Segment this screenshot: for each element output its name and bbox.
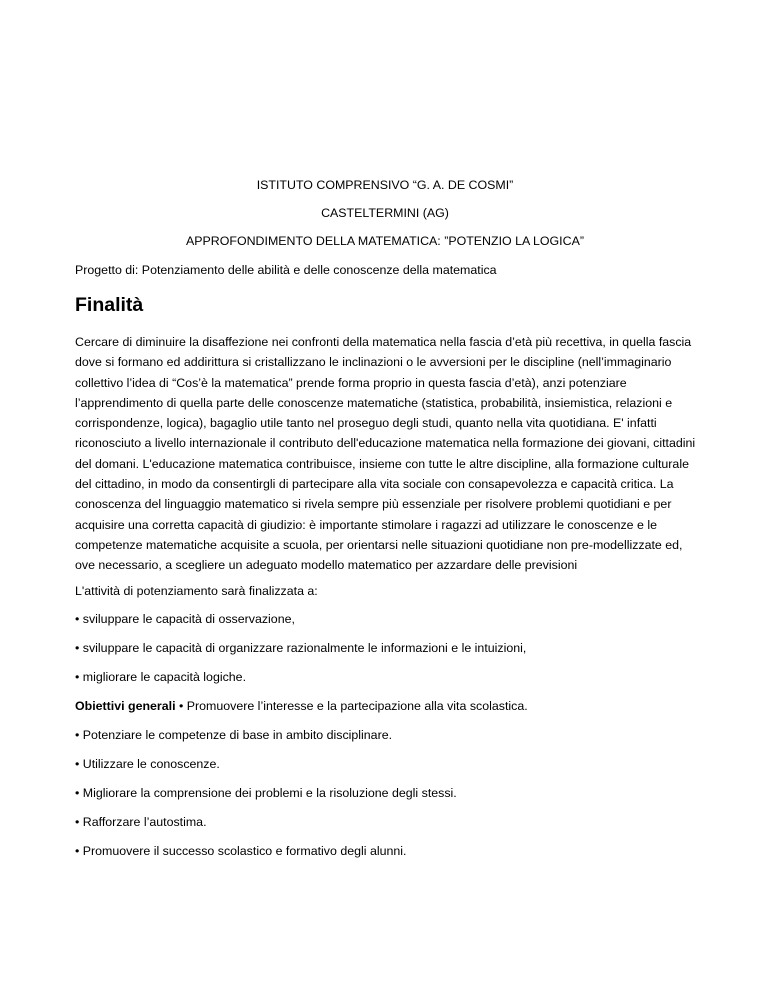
objective-item: • Promuovere l’interesse e la partecipazione alla vita scolastica. <box>175 699 528 713</box>
objective-item: • Migliorare la comprensione dei problemi e la risoluzione degli stessi. <box>75 786 457 800</box>
aim-item: • sviluppare le capacità di osservazione, <box>75 612 295 626</box>
school-name: ISTITUTO COMPRENSIVO “G. A. DE COSMI” <box>256 178 514 192</box>
body-paragraph: Cercare di diminuire la disaffezione nei confronti della matematica nella fascia d’età più recettiva, in quella fascia dove si formano ed addirittura si cristallizzano le inclinazioni o le avversioni per le discipline (nell’immaginario collettivo l’idea di “Cos’è la matematica” prende forma proprio in questa fascia d’età), anzi potenziare l’apprendimento di quella parte delle conoscenze matematiche (statistica, probabilità, insiemistica, relazioni e corrispondenze, logica), bagaglio utile tanto nel proseguo degli studi, quanto nella vita quotidiana. E' infatti riconosciuto a livello internazionale il contributo dell'educazione matematica nella formazione dei giovani, cittadini del domani. L'educazione matematica contribuisce, insieme con tutte le altre discipline, alla formazione culturale del cittadino, in modo da consentirgli di partecipare alla vita sociale con consapevolezza e capacità critica. La conoscenza del linguaggio matematico si rivela sempre più essenziale per risolvere problemi quotidiani e per acquisire una corretta capacità di giudizio: è importante stimolare i ragazzi ad utilizzare le conoscenze e le competenze matematiche acquisite a scuola, per orientarsi nelle situazioni quotidiane non pre-modellizzate ed, ove necessario, a scegliere un adeguato modello matematico per azzardare delle previsioni <box>75 335 696 573</box>
objectives-label: Obiettivi generali <box>75 699 176 713</box>
project-title: APPROFONDIMENTO DELLA MATEMATICA: ”POTENZIO LA LOGICA” <box>186 234 584 248</box>
aim-item: • migliorare le capacità logiche. <box>75 670 247 684</box>
aim-item: • sviluppare le capacità di organizzare razionalmente le informazioni e le intuizioni, <box>75 641 527 655</box>
section-heading: Finalità <box>75 294 144 316</box>
objective-item: • Promuovere il successo scolastico e formativo degli alunni. <box>75 844 407 858</box>
objective-item: • Rafforzare l’autostima. <box>75 815 207 829</box>
objective-item: • Utilizzare le conoscenze. <box>75 757 220 771</box>
project-line: Progetto di: Potenziamento delle abilità e delle conoscenze della matematica <box>75 263 497 277</box>
objectives-line <box>75 699 695 713</box>
school-town: CASTELTERMINI (AG) <box>321 206 449 220</box>
objective-item: • Potenziare le competenze di base in ambito disciplinare. <box>75 728 393 742</box>
aims-intro: L'attività di potenziamento sarà finalizzata a: <box>75 584 318 598</box>
